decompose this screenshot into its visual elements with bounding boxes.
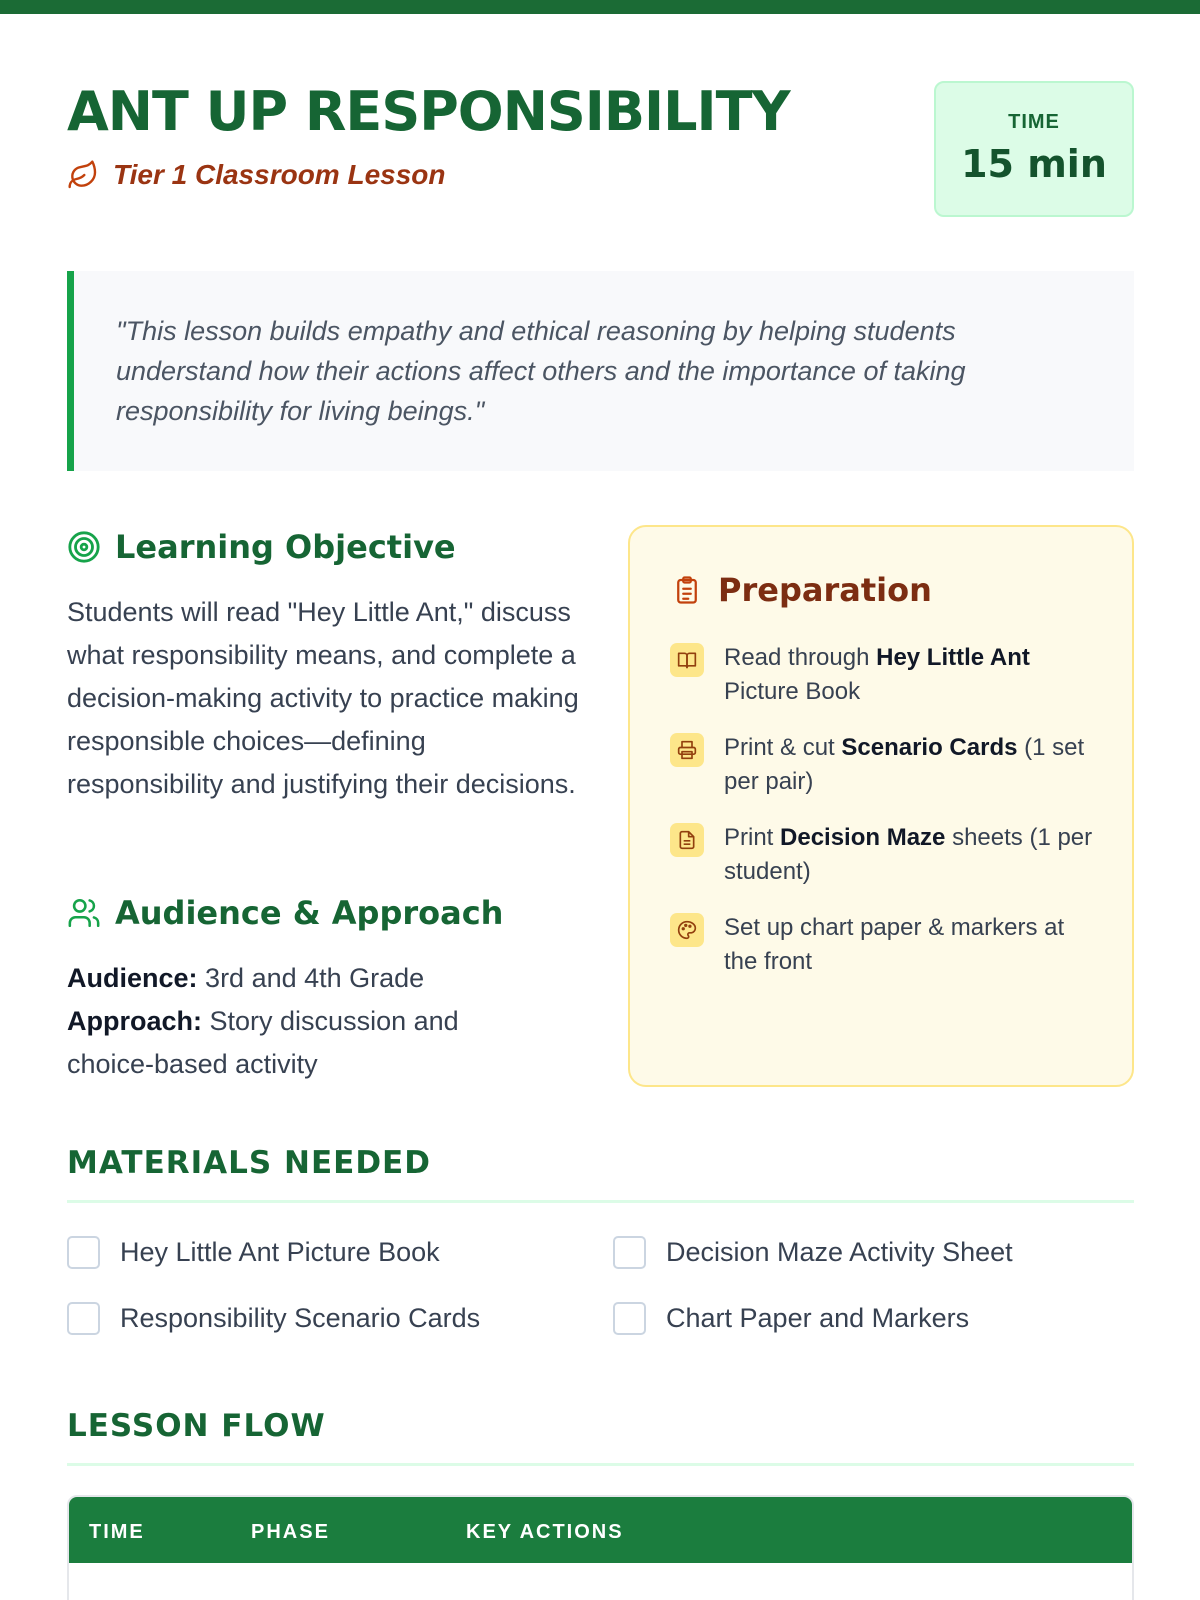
lesson-quote: "This lesson builds empathy and ethical reasoning by helping students understand how their actions affect others and the importance of taking responsibility for living beings."	[67, 271, 1134, 471]
prep-text-pre: Print	[724, 824, 781, 851]
material-checkbox[interactable]	[67, 1236, 100, 1269]
materials-heading: MATERIALS NEEDED	[67, 1145, 431, 1181]
preparation-heading	[672, 571, 932, 609]
material-checkbox[interactable]	[613, 1302, 646, 1335]
approach-value: Story discussion and choice-based activity	[67, 1006, 459, 1079]
target-icon	[67, 530, 101, 564]
material-checkbox[interactable]	[67, 1302, 100, 1335]
materials-divider	[67, 1200, 1134, 1203]
audience-title: Audience & Approach	[115, 894, 504, 932]
material-item[interactable]	[67, 1301, 613, 1335]
preparation-item-text	[724, 731, 1100, 799]
material-label: Decision Maze Activity Sheet	[666, 1236, 1013, 1267]
prep-text-pre: Set up chart paper & markers at the front	[724, 914, 1065, 975]
learning-objective-text: Students will read "Hey Little Ant," discuss what responsibility means, and complete a decision-making activity to practice making responsible choices—defining responsibility and justifying their decisions.	[67, 597, 579, 799]
clipboard-icon	[672, 573, 702, 607]
prep-text-bold: Scenario Cards	[841, 734, 1018, 761]
audience-details	[67, 957, 537, 1086]
approach-label: Approach:	[67, 1006, 202, 1036]
preparation-item-text	[724, 641, 1100, 709]
prep-text-pre: Print & cut	[724, 734, 842, 761]
preparation-item	[670, 641, 1100, 709]
preparation-item	[670, 731, 1100, 799]
preparation-item-text	[724, 911, 1100, 979]
column-header-time: TIME	[89, 1521, 145, 1543]
preparation-title: Preparation	[718, 571, 932, 609]
audience-value: 3rd and 4th Grade	[205, 963, 425, 993]
learning-objective-heading	[67, 528, 456, 566]
preparation-item	[670, 911, 1100, 979]
preparation-item	[670, 821, 1100, 889]
prep-text-pre: Read through	[724, 644, 877, 671]
lesson-flow-heading: LESSON FLOW	[67, 1408, 326, 1444]
material-item[interactable]	[67, 1235, 613, 1269]
page-title: ANT UP RESPONSIBILITY	[67, 80, 790, 143]
lesson-flow-table	[67, 1495, 1134, 1600]
prep-text-bold: Decision Maze	[780, 824, 946, 851]
preparation-card	[628, 525, 1134, 1087]
material-item[interactable]	[613, 1301, 1134, 1335]
materials-checklist	[67, 1235, 1134, 1335]
book-icon	[670, 643, 704, 677]
lesson-tier-subtitle	[67, 158, 446, 192]
prep-text-post: sheets (1 per student)	[724, 824, 1093, 885]
column-header-phase: PHASE	[251, 1521, 330, 1543]
material-label: Hey Little Ant Picture Book	[120, 1236, 440, 1267]
audience-label: Audience:	[67, 963, 198, 993]
top-accent-bar	[0, 0, 1200, 14]
material-checkbox[interactable]	[613, 1236, 646, 1269]
prep-text-bold: Hey Little Ant	[876, 644, 1030, 671]
time-value: 15 min	[961, 142, 1107, 186]
prep-text-post: Picture Book	[724, 678, 861, 705]
time-label: TIME	[1008, 111, 1060, 133]
users-icon	[67, 896, 101, 930]
learning-objective-title: Learning Objective	[115, 528, 456, 566]
preparation-list	[670, 641, 1100, 1001]
preparation-item-text	[724, 821, 1100, 889]
material-item[interactable]	[613, 1235, 1134, 1269]
audience-heading	[67, 894, 503, 932]
material-label: Chart Paper and Markers	[666, 1302, 970, 1333]
document-icon	[670, 823, 704, 857]
subtitle-text: Tier 1 Classroom Lesson	[113, 159, 446, 190]
printer-icon	[670, 733, 704, 767]
table-header-row	[69, 1497, 1132, 1563]
audience-line	[67, 957, 537, 1000]
column-header-key-actions: KEY ACTIONS	[466, 1521, 624, 1543]
prep-text-post: (1 set per pair)	[724, 734, 1085, 795]
time-badge	[934, 81, 1134, 217]
lesson-flow-divider	[67, 1463, 1134, 1466]
leaf-icon	[67, 159, 99, 191]
palette-icon	[670, 913, 704, 947]
material-label: Responsibility Scenario Cards	[120, 1302, 481, 1333]
approach-line	[67, 1000, 537, 1086]
